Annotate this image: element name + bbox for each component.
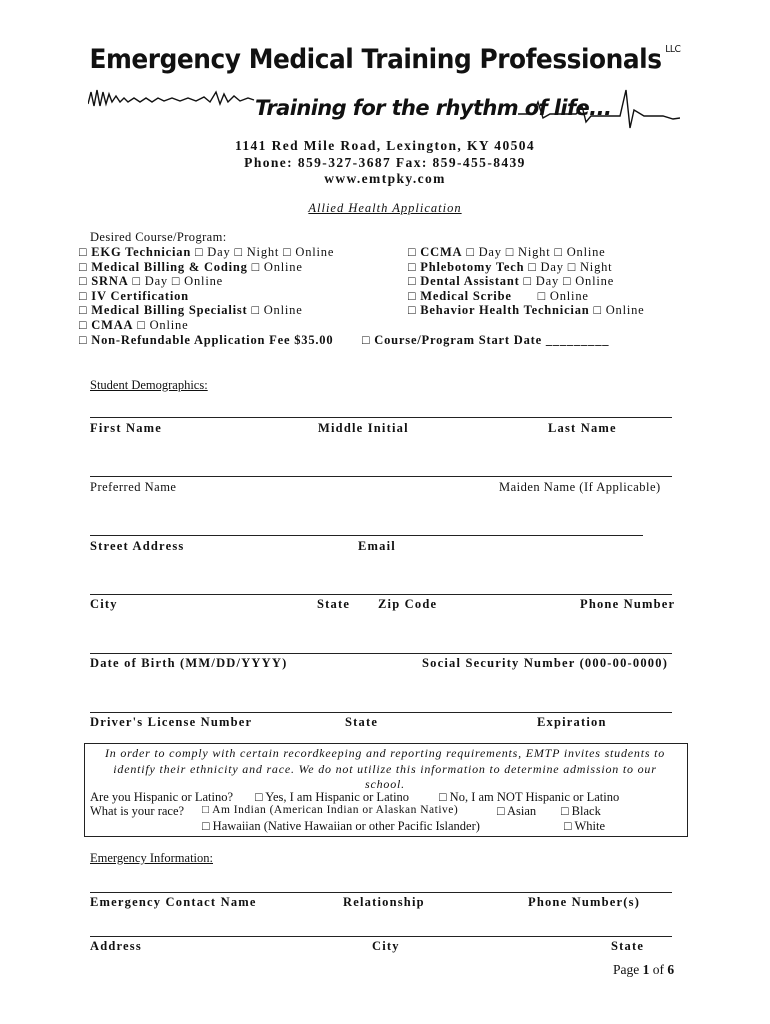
page-of: of: [652, 962, 664, 977]
city-label: City: [90, 597, 118, 611]
course-name: Medical Scribe: [420, 289, 512, 303]
course-option-ekg[interactable]: [79, 245, 334, 260]
race-am-indian-option[interactable]: □ Am Indian (American Indian or Alaskan Native): [202, 804, 459, 816]
checkbox-icon[interactable]: □: [408, 260, 417, 274]
checkbox-icon[interactable]: □: [408, 289, 417, 303]
start-date-label: Course/Program Start Date _________: [374, 333, 610, 347]
page-total: 6: [667, 962, 675, 977]
address-input-line[interactable]: [90, 535, 643, 536]
first-name-label: First Name: [90, 421, 163, 435]
demographics-heading: Student Demographics:: [90, 378, 208, 392]
course-option-billing-coding[interactable]: [79, 260, 303, 275]
course-option-scribe[interactable]: [408, 289, 589, 304]
start-date-field[interactable]: [362, 333, 609, 348]
course-option-phlebotomy[interactable]: [408, 260, 612, 275]
race-question: What is your race?: [90, 804, 185, 818]
phone-label: Phone Number: [580, 597, 676, 611]
race-asian-option[interactable]: □ Asian: [497, 804, 537, 818]
course-option-iv[interactable]: [79, 289, 189, 304]
course-name: Behavior Health Technician: [420, 303, 590, 317]
license-state-label: State: [345, 715, 379, 729]
course-option-billing-specialist[interactable]: [79, 303, 303, 318]
course-option-dental[interactable]: [408, 274, 614, 289]
race-hawaiian-option[interactable]: □ Hawaiian (Native Hawaiian or other Pacific Islander): [202, 819, 480, 833]
fee-label: Non-Refundable Application Fee $35.00: [91, 333, 334, 347]
course-opts: □ Day □ Night □ Online: [466, 245, 606, 259]
email-label: Email: [358, 539, 396, 553]
city-input-line[interactable]: [90, 594, 672, 595]
checkbox-icon[interactable]: □: [79, 333, 88, 347]
course-heading: Desired Course/Program:: [90, 230, 227, 244]
phone-fax: Phone: 859-327-3687 Fax: 859-455-8439: [244, 155, 526, 170]
website: www.emtpky.com: [324, 171, 446, 186]
relationship-label: Relationship: [343, 895, 425, 909]
application-fee-option[interactable]: [79, 333, 333, 348]
course-opts: □ Day □ Night □ Online: [195, 245, 335, 259]
tagline: Training for the rhythm of life...: [255, 96, 612, 120]
expiration-label: Expiration: [537, 715, 607, 729]
checkbox-icon[interactable]: □: [408, 303, 417, 317]
application-title: Allied Health Application: [308, 201, 462, 215]
emergency-state-label: State: [611, 939, 645, 953]
ssn-label: Social Security Number (000-00-0000): [422, 656, 669, 670]
course-name: IV Certification: [91, 289, 189, 303]
name-input-line[interactable]: [90, 417, 672, 418]
course-opts: □ Day □ Online: [523, 274, 615, 288]
org-name: Emergency Medical Training Professionals: [89, 44, 662, 75]
checkbox-icon[interactable]: □: [79, 318, 88, 332]
course-option-behavior-health[interactable]: [408, 303, 645, 318]
last-name-label: Last Name: [548, 421, 617, 435]
ethnicity-notice: In order to comply with certain recordkeeping and reporting requirements, EMTP invites students to identify their ethnicity and race. We do not utilize this information to determine admission to our school.: [104, 746, 666, 791]
address: 1141 Red Mile Road, Lexington, KY 40504: [234, 138, 536, 153]
course-name: Medical Billing Specialist: [91, 303, 248, 317]
course-opts: □ Online: [537, 289, 589, 303]
course-name: CMAA: [91, 318, 134, 332]
emergency-contact-input-line[interactable]: [90, 892, 672, 893]
org-llc: LLC: [665, 44, 681, 55]
checkbox-icon[interactable]: □: [79, 260, 88, 274]
state-label: State: [317, 597, 351, 611]
drivers-license-label: Driver's License Number: [90, 715, 253, 729]
course-opts: □ Day □ Online: [132, 274, 223, 288]
race-white-option[interactable]: □ White: [564, 819, 605, 833]
emergency-heading: Emergency Information:: [90, 851, 213, 865]
course-name: Medical Billing & Coding: [91, 260, 248, 274]
course-name: SRNA: [91, 274, 129, 288]
page-number: 1: [642, 962, 650, 977]
course-name: Phlebotomy Tech: [420, 260, 525, 274]
checkbox-icon[interactable]: □: [408, 245, 417, 259]
course-option-srna[interactable]: [79, 274, 223, 289]
middle-initial-label: Middle Initial: [318, 421, 409, 435]
checkbox-icon[interactable]: □: [79, 303, 88, 317]
course-opts: □ Day □ Night: [528, 260, 613, 274]
emergency-contact-label: Emergency Contact Name: [90, 895, 257, 909]
license-input-line[interactable]: [90, 712, 672, 713]
organization-logo: [31, 44, 739, 75]
course-opts: □ Online: [593, 303, 645, 317]
maiden-name-label: Maiden Name (If Applicable): [499, 480, 661, 494]
page-prefix: Page: [613, 962, 640, 977]
checkbox-icon[interactable]: □: [79, 274, 88, 288]
dob-input-line[interactable]: [90, 653, 672, 654]
dob-label: Date of Birth (MM/DD/YYYY): [90, 656, 288, 670]
course-name: CCMA: [420, 245, 463, 259]
course-opts: □ Online: [251, 303, 303, 317]
course-name: EKG Technician: [91, 245, 192, 259]
checkbox-icon[interactable]: □: [79, 245, 88, 259]
emergency-address-input-line[interactable]: [90, 936, 672, 937]
hispanic-yes-option[interactable]: □ Yes, I am Hispanic or Latino: [255, 790, 410, 804]
emergency-phone-label: Phone Number(s): [528, 895, 641, 909]
page-indicator: [613, 962, 674, 978]
checkbox-icon[interactable]: □: [362, 333, 371, 347]
preferred-name-label: Preferred Name: [90, 480, 177, 494]
checkbox-icon[interactable]: □: [408, 274, 417, 288]
course-name: Dental Assistant: [420, 274, 520, 288]
course-option-ccma[interactable]: [408, 245, 606, 260]
emergency-city-label: City: [372, 939, 400, 953]
street-address-label: Street Address: [90, 539, 185, 553]
emergency-address-label: Address: [90, 939, 142, 953]
preferred-name-input-line[interactable]: [90, 476, 672, 477]
race-black-option[interactable]: □ Black: [561, 804, 601, 818]
hispanic-no-option[interactable]: □ No, I am NOT Hispanic or Latino: [439, 790, 620, 804]
course-opts: □ Online: [137, 318, 189, 332]
course-opts: □ Online: [251, 260, 303, 274]
zip-label: Zip Code: [378, 597, 438, 611]
checkbox-icon[interactable]: □: [79, 289, 88, 303]
course-option-cmaa[interactable]: [79, 318, 188, 333]
hispanic-question: Are you Hispanic or Latino?: [90, 790, 234, 804]
